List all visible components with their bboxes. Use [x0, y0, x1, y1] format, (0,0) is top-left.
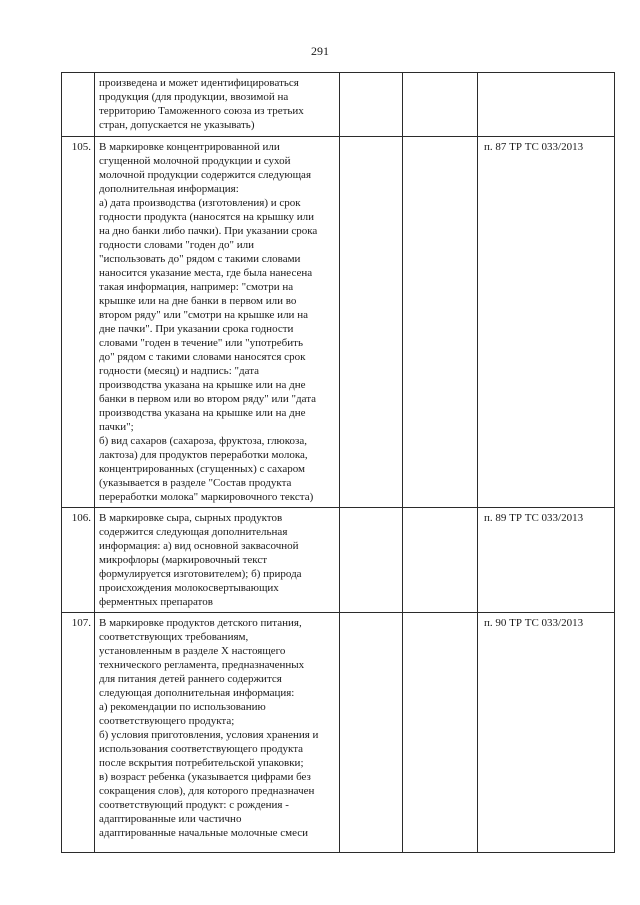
requirement-line: продукция (для продукции, ввозимой на	[99, 91, 289, 103]
requirement-line: годности словами "годен до" или	[99, 239, 255, 251]
requirement-line: установленным в разделе X настоящего	[99, 645, 286, 657]
row-number	[62, 73, 95, 137]
requirement-text	[95, 508, 340, 613]
requirement-line: использования соответствующего продукта	[99, 743, 304, 755]
requirement-line: б) условия приготовления, условия хранения и	[99, 729, 319, 741]
empty-cell	[340, 508, 403, 613]
requirement-line: адаптированные начальные молочные смеси	[99, 827, 309, 839]
regulation-reference: п. 90 ТР ТС 033/2013	[478, 613, 615, 853]
empty-cell	[403, 613, 478, 853]
requirement-line: адаптированные или частично	[99, 813, 242, 825]
empty-cell	[340, 73, 403, 137]
requirement-line: такая информация, например: "смотри на	[99, 281, 294, 293]
requirement-line: переработки молока" маркировочного текста)	[99, 491, 314, 503]
requirement-text	[95, 613, 340, 853]
table-row	[62, 137, 615, 508]
requirement-line: микрофлоры (маркировочный текст	[99, 554, 268, 566]
table-row	[62, 508, 615, 613]
requirement-line: после вскрытия потребительской упаковки;	[99, 757, 304, 769]
requirement-line: а) рекомендации по использованию	[99, 701, 266, 713]
requirement-line: В маркировке концентрированной или	[99, 141, 280, 153]
requirement-line: на дно банки либо пачки). При указании срока	[99, 225, 318, 237]
row-number: 106.	[62, 508, 95, 613]
requirement-line: технического регламента, предназначенных	[99, 659, 305, 671]
requirement-line: для питания детей раннего содержится	[99, 673, 282, 685]
requirement-line: сокращения слов), для которого предназначен	[99, 785, 315, 797]
requirement-line: дне пачки". При указании срока годности	[99, 323, 294, 335]
requirement-line: содержится следующая дополнительная	[99, 526, 288, 538]
requirement-line: в) возраст ребенка (указывается цифрами без	[99, 771, 311, 783]
requirement-line: производства указана на крышке или на дне	[99, 379, 306, 391]
row-number: 105.	[62, 137, 95, 508]
requirement-line: ферментных препаратов	[99, 596, 213, 608]
regulation-reference	[478, 73, 615, 137]
requirement-line: (указывается в разделе "Состав продукта	[99, 477, 292, 489]
requirement-text	[95, 137, 340, 508]
requirement-line: формулируется изготовителем); б) природа	[99, 568, 302, 580]
requirement-line: а) дата производства (изготовления) и срок	[99, 197, 301, 209]
requirement-line: В маркировке сыра, сырных продуктов	[99, 512, 283, 524]
requirement-line: годности (месяц) и надпись: "дата	[99, 365, 260, 377]
requirement-line: крышке или на дне банки в первом или во	[99, 295, 297, 307]
empty-cell	[403, 73, 478, 137]
empty-cell	[340, 613, 403, 853]
requirement-line: лактоза) для продуктов переработки молока,	[99, 449, 308, 461]
requirement-line: В маркировке продуктов детского питания,	[99, 617, 302, 629]
empty-cell	[403, 508, 478, 613]
requirement-line: банки в первом или во втором ряду" или "дата	[99, 393, 317, 405]
requirement-line: соответствующий продукт: с рождения -	[99, 799, 289, 811]
table-row	[62, 73, 615, 137]
requirement-line: б) вид сахаров (сахароза, фруктоза, глюкоза,	[99, 435, 308, 447]
requirement-line: соответствующего продукта;	[99, 715, 235, 727]
page-number: 291	[311, 44, 329, 58]
requirement-text	[95, 73, 340, 137]
requirement-line: концентрированных (сгущенных) с сахаром	[99, 463, 306, 475]
row-number: 107.	[62, 613, 95, 853]
requirement-line: произведена и может идентифицироваться	[99, 77, 299, 89]
regulation-table	[61, 72, 615, 853]
regulation-reference: п. 87 ТР ТС 033/2013	[478, 137, 615, 508]
requirement-line: до" рядом с такими словами наносятся срок	[99, 351, 306, 363]
requirement-line: следующая дополнительная информация:	[99, 687, 295, 699]
requirement-line: информация: а) вид основной заквасочной	[99, 540, 299, 552]
empty-cell	[403, 137, 478, 508]
requirement-line: втором ряду" или "смотри на крышке или на	[99, 309, 308, 321]
requirement-line: молочной продукции содержится следующая	[99, 169, 311, 181]
table-row	[62, 613, 615, 853]
regulation-reference: п. 89 ТР ТС 033/2013	[478, 508, 615, 613]
requirement-line: пачки";	[99, 421, 134, 433]
requirement-line: происхождения молокосвертывающих	[99, 582, 279, 594]
regulation-table-body	[62, 73, 615, 853]
empty-cell	[340, 137, 403, 508]
requirement-line: соответствующих требованиям,	[99, 631, 249, 643]
requirement-line: производства указана на крышке или на дне	[99, 407, 306, 419]
requirement-line: годности продукта (наносятся на крышку или	[99, 211, 315, 223]
requirement-line: стран, допускается не указывать)	[99, 119, 255, 131]
requirement-line: территорию Таможенного союза из третьих	[99, 105, 304, 117]
requirement-line: словами "годен в течение" или "употребить	[99, 337, 303, 349]
requirement-line: наносится указание места, где была нанесена	[99, 267, 313, 279]
requirement-line: "использовать до" рядом с такими словами	[99, 253, 301, 265]
requirement-line: сгущенной молочной продукции и сухой	[99, 155, 291, 167]
requirement-line: дополнительная информация:	[99, 183, 239, 195]
